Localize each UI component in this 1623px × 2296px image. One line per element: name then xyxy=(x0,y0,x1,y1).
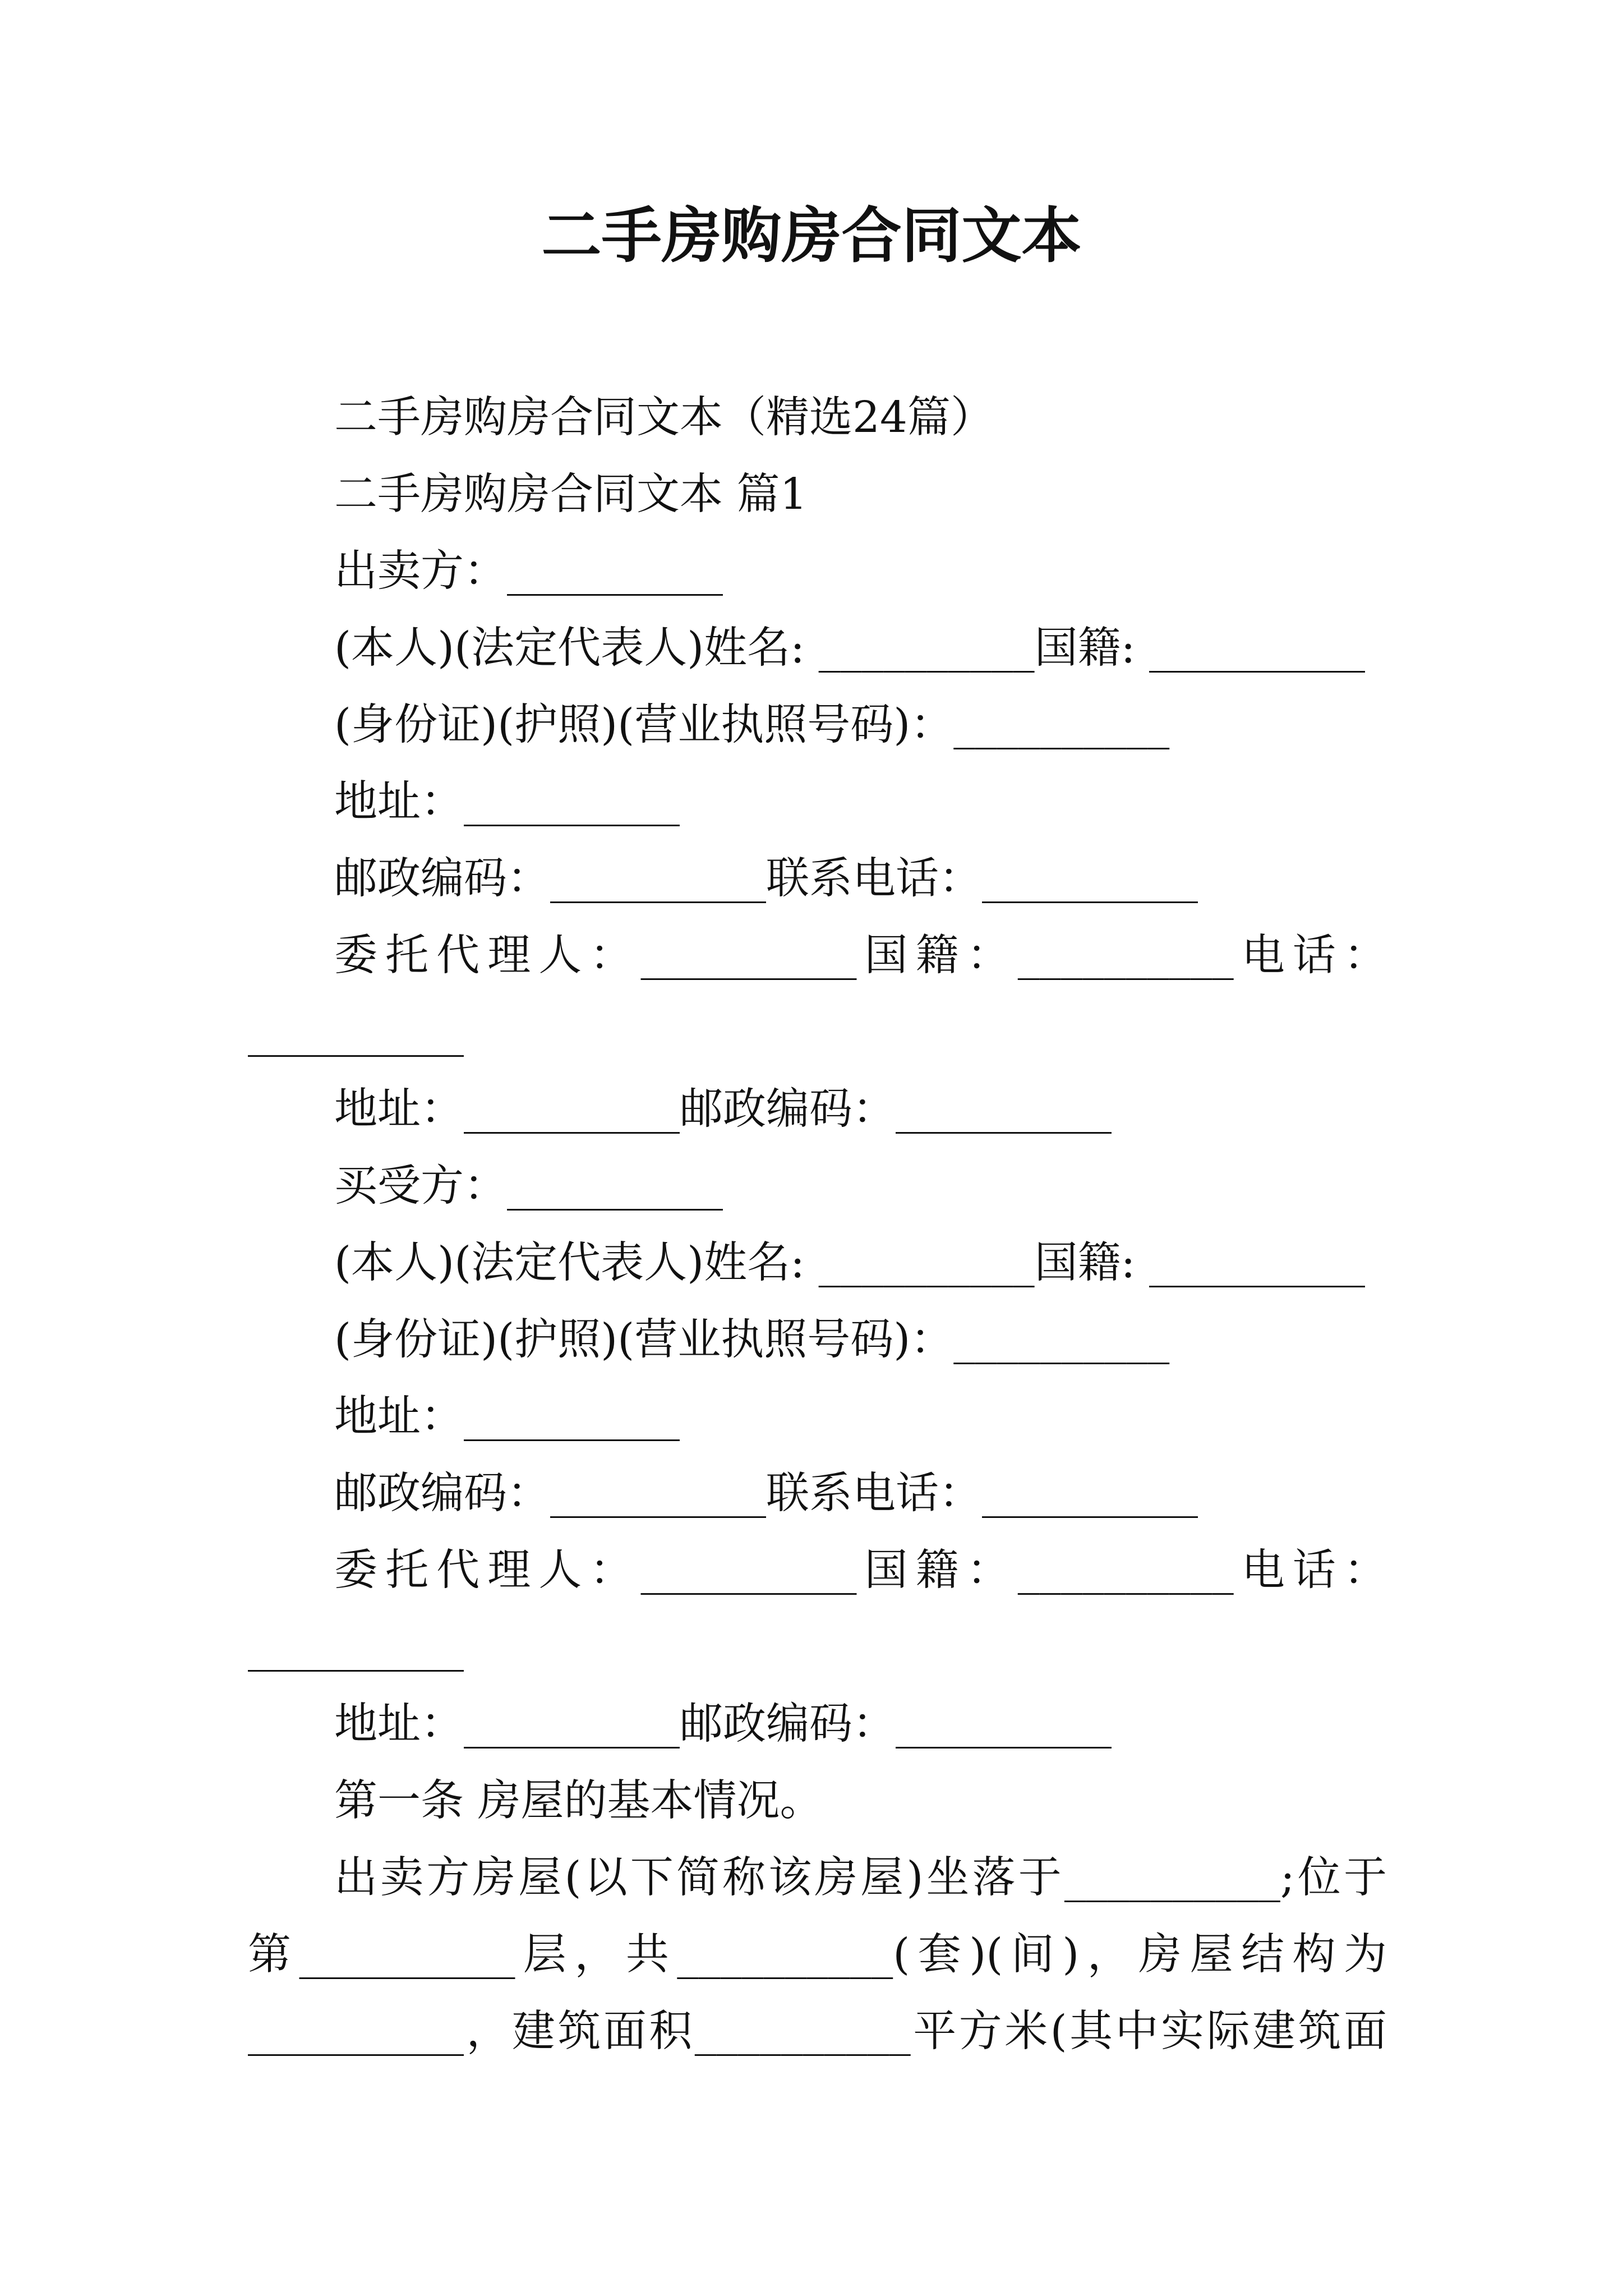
buyer-postcode-phone-field: 邮政编码：__________联系电话：__________ xyxy=(334,1469,1198,1519)
seller-address-field: 地址：__________ xyxy=(334,777,680,827)
buyer-agent-field: 委托代理人：__________国籍：__________电话： xyxy=(334,1545,1387,1595)
buyer-address-field: 地址：__________ xyxy=(334,1392,680,1442)
clause-1-text-line: __________，建筑面积__________平方米(其中实际建筑面 xyxy=(248,2007,1387,2056)
buyer-name-nationality-field: (本人)(法定代表人)姓名: __________国籍: __________ xyxy=(334,1238,1365,1288)
seller-name-nationality-field: (本人)(法定代表人)姓名: __________国籍: __________ xyxy=(334,623,1365,673)
buyer-section xyxy=(248,1148,1387,1763)
buyer-id-field: (身份证)(护照)(营业执照号码)：__________ xyxy=(334,1315,1170,1365)
buyer-agent-address-field: 地址：__________邮政编码：__________ xyxy=(334,1699,1112,1749)
seller-section xyxy=(248,533,1387,1148)
seller-postcode-phone-field: 邮政编码：__________联系电话：__________ xyxy=(334,854,1198,904)
clause-1-text-line: 出卖方房屋(以下简称该房屋)坐落于__________;位于 xyxy=(334,1853,1387,1903)
buyer-label-field: 买受方：__________ xyxy=(334,1161,723,1211)
document-body xyxy=(248,379,1387,2070)
clause-1-section xyxy=(248,1763,1387,2070)
seller-agent-address-field: 地址：__________邮政编码：__________ xyxy=(334,1084,1112,1134)
buyer-agent-phone-blank: __________ xyxy=(248,1622,464,1672)
document-title: 二手房购房合同文本 xyxy=(541,201,1082,271)
seller-label-field: 出卖方：__________ xyxy=(334,546,723,596)
seller-agent-field: 委托代理人：__________国籍：__________电话： xyxy=(334,931,1387,981)
collection-subtitle: 二手房购房合同文本（精选24篇） xyxy=(334,393,994,443)
seller-agent-phone-blank: __________ xyxy=(248,1007,464,1057)
seller-id-field: (身份证)(护照)(营业执照号码)：__________ xyxy=(334,700,1170,750)
clause-1-heading: 第一条 房屋的基本情况。 xyxy=(334,1776,823,1826)
article-heading: 二手房购房合同文本 篇1 xyxy=(334,470,808,519)
clause-1-text-line: 第__________层，共__________(套)(间)，房屋结构为 xyxy=(248,1930,1387,1980)
